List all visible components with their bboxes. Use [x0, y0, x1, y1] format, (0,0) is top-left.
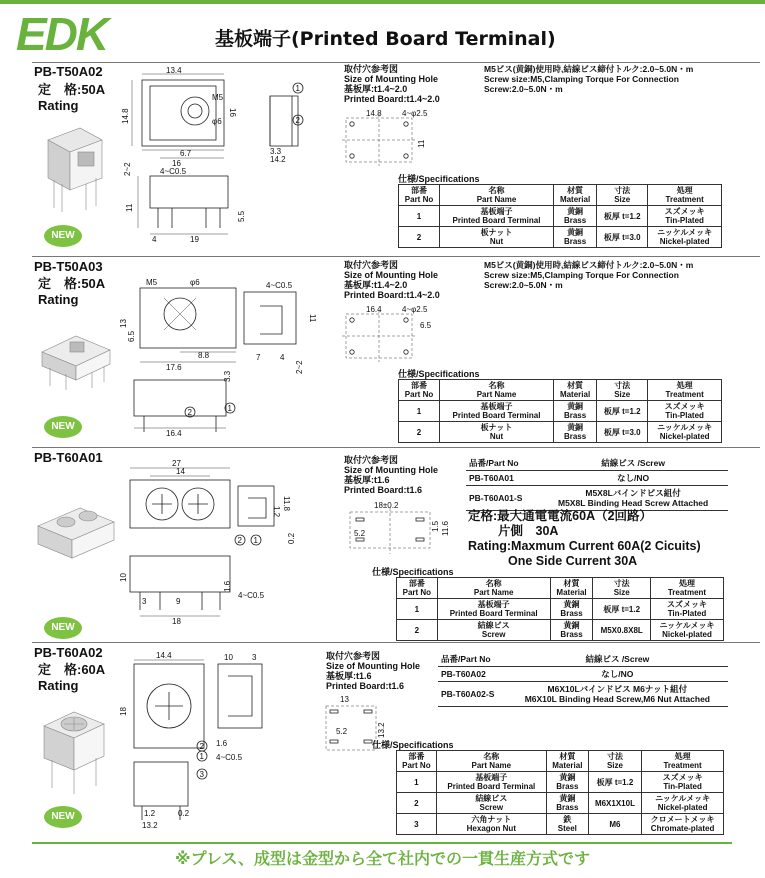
col-treatment: 処理 Treatment	[642, 751, 724, 772]
divider	[32, 642, 760, 643]
svg-text:10: 10	[224, 653, 233, 662]
table-header-row	[399, 185, 722, 206]
technical-drawing	[120, 650, 326, 830]
hole-title	[344, 455, 438, 495]
table-row: 1 基板端子 Printed Board Terminal 黄銅 Brass 板厚 t=1.2 スズメッキ Tin-Plated	[399, 401, 722, 422]
svg-text:14.4: 14.4	[156, 651, 172, 660]
svg-text:11.6: 11.6	[441, 521, 450, 536]
svg-text:1: 1	[199, 752, 204, 761]
svg-text:16: 16	[172, 159, 181, 168]
svg-text:3.3: 3.3	[270, 147, 282, 156]
screw-table	[466, 456, 728, 511]
product-photo	[40, 120, 110, 215]
svg-text:2~2: 2~2	[123, 162, 132, 176]
svg-text:16.4: 16.4	[166, 429, 182, 438]
product-photo	[34, 500, 118, 564]
svg-text:19: 19	[190, 235, 199, 244]
board-jp: 基板厚:t1.4~2.0	[344, 280, 408, 290]
svg-text:1.6: 1.6	[223, 580, 232, 592]
svg-text:5.2: 5.2	[336, 727, 348, 736]
table-row: PB-T60A01 なし/NO	[466, 471, 728, 486]
footer-note: ※プレス、成型は金型から全て社内での一貫生産方式です	[175, 849, 590, 868]
svg-text:5.2: 5.2	[354, 529, 366, 538]
torque-note	[484, 64, 693, 94]
svg-text:13: 13	[119, 319, 128, 328]
spec-table	[396, 750, 724, 835]
rating-jp: 定 格:50A	[38, 276, 106, 291]
hole-title-jp: 取付穴参考図	[344, 455, 399, 465]
table-row: 2 結線ビス Screw 黄銅 Brass M6X1X10L ニッケルメッキ Nickel-plated	[397, 793, 724, 814]
svg-text:18: 18	[172, 617, 181, 626]
spec-table	[398, 379, 722, 443]
rating-block	[468, 509, 701, 569]
svg-text:11.8: 11.8	[282, 496, 291, 511]
torque-note-en2: Screw:2.0~5.0N・m	[484, 280, 563, 290]
torque-note	[484, 260, 693, 290]
svg-text:7: 7	[256, 353, 261, 362]
svg-text:14.8: 14.8	[366, 109, 382, 118]
svg-text:13: 13	[340, 695, 349, 704]
col-material: 材質 Material	[546, 751, 588, 772]
col-size: 寸法 Size	[593, 578, 650, 599]
svg-text:4: 4	[280, 353, 285, 362]
rating-en: Rating	[38, 98, 79, 113]
col-material: 材質 Material	[553, 380, 596, 401]
rating-en: Rating	[38, 292, 79, 307]
col-part-name: 名称 Part Name	[437, 578, 550, 599]
col-part-name: 名称 Part Name	[436, 751, 546, 772]
svg-text:3: 3	[199, 770, 204, 779]
svg-text:4~C0.5: 4~C0.5	[266, 281, 293, 290]
svg-text:0.2: 0.2	[287, 532, 296, 544]
svg-text:14.2: 14.2	[270, 155, 286, 164]
svg-text:4~C0.5: 4~C0.5	[160, 167, 187, 176]
svg-text:1.2: 1.2	[272, 506, 281, 518]
torque-note-jp: M5ビス(黄銅)使用時,結線ビス締付トルク:2.0~5.0N・m	[484, 64, 694, 74]
svg-text:9: 9	[176, 597, 181, 606]
screw-table	[438, 652, 728, 707]
svg-text:1: 1	[227, 404, 232, 413]
svg-text:6.5: 6.5	[127, 330, 136, 342]
svg-text:4~C0.5: 4~C0.5	[238, 591, 265, 600]
part-code: PB-T60A01	[34, 450, 103, 465]
svg-text:4~φ2.5: 4~φ2.5	[402, 305, 428, 314]
divider	[32, 256, 760, 257]
spec-label: 仕様/Specifications	[398, 369, 480, 379]
rating-en: Rating	[38, 678, 79, 693]
board-en: Printed Board:t1.4~2.0	[344, 290, 440, 300]
board-jp: 基板厚:t1.6	[326, 671, 372, 681]
svg-text:18±0.2: 18±0.2	[374, 501, 399, 510]
divider	[32, 62, 760, 63]
table-header-row	[397, 578, 724, 599]
mounting-hole-drawing	[340, 304, 460, 366]
product-photo	[36, 328, 116, 390]
svg-text:11: 11	[308, 314, 317, 323]
col-treatment: 処理 Treatment	[650, 578, 723, 599]
col-treatment: 処理 Treatment	[648, 380, 722, 401]
table-row: 2 結線ビス Screw 黄銅 Brass M5X0.8X8L ニッケルメッキ Nickel-plated	[397, 620, 724, 641]
mounting-hole-drawing	[340, 108, 460, 170]
top-accent-bar	[0, 0, 765, 4]
hole-title-en: Size of Mounting Hole	[344, 270, 438, 280]
svg-text:φ6: φ6	[190, 278, 200, 287]
svg-text:φ6: φ6	[212, 117, 222, 126]
hole-title-jp: 取付穴参考図	[344, 260, 399, 270]
svg-text:6.7: 6.7	[180, 149, 192, 158]
table-row: PB-T60A01-S M5X8Lバインドビス組付 M5X8L Binding Head Screw Attached	[466, 486, 728, 511]
col-size: 寸法 Size	[597, 380, 648, 401]
product-photo	[38, 704, 110, 796]
svg-text:16: 16	[228, 108, 237, 117]
technical-drawing	[120, 276, 330, 440]
svg-text:4~C0.5: 4~C0.5	[216, 753, 243, 762]
rating-en-1: Rating:Maxmum Current 60A(2 Cicuits)	[468, 539, 701, 553]
col-material: 材質 Material	[553, 185, 596, 206]
board-en: Printed Board:t1.6	[344, 485, 423, 495]
col-part-no: 部番 Part No	[399, 380, 440, 401]
part-code: PB-T60A02	[34, 645, 103, 660]
col-size: 寸法 Size	[597, 185, 648, 206]
svg-text:1.5: 1.5	[431, 520, 440, 532]
svg-text:3: 3	[252, 653, 257, 662]
svg-text:4: 4	[152, 235, 157, 244]
new-badge: NEW	[44, 617, 82, 639]
col-size: 寸法 Size	[588, 751, 641, 772]
svg-text:14.8: 14.8	[121, 108, 130, 124]
svg-text:5.5: 5.5	[237, 210, 246, 222]
col-part-no: 部番 Part No	[397, 578, 438, 599]
mounting-hole-drawing	[340, 500, 460, 562]
svg-text:0.2: 0.2	[178, 809, 190, 818]
svg-text:13.4: 13.4	[166, 66, 182, 75]
table-row: PB-T60A02 なし/NO	[438, 667, 728, 682]
spec-table	[396, 577, 724, 641]
svg-text:27: 27	[172, 459, 181, 468]
svg-text:17.6: 17.6	[166, 363, 182, 372]
technical-drawing	[120, 458, 330, 628]
svg-text:10: 10	[119, 573, 128, 582]
hole-title-jp: 取付穴参考図	[344, 64, 399, 74]
torque-note-en1: Screw size:M5,Clamping Torque For Connection	[484, 74, 679, 84]
rating-jp-2: 片側 30A	[498, 524, 559, 538]
torque-note-jp: M5ビス(黄銅)使用時,結線ビス締付トルク:2.0~5.0N・m	[484, 260, 694, 270]
svg-text:1: 1	[253, 536, 258, 545]
hole-title	[326, 651, 420, 691]
board-jp: 基板厚:t1.6	[344, 475, 390, 485]
hole-title	[344, 64, 440, 104]
hole-title-en: Size of Mounting Hole	[344, 74, 438, 84]
svg-text:16.4: 16.4	[366, 305, 382, 314]
svg-text:13.2: 13.2	[377, 722, 386, 738]
spec-label: 仕様/Specifications	[372, 740, 454, 750]
rating-jp-1: 定格:最大通電電流60A（2回路）	[468, 509, 653, 523]
svg-text:2: 2	[295, 116, 300, 125]
svg-text:2~2: 2~2	[295, 360, 304, 374]
svg-text:EDK: EDK	[16, 8, 108, 60]
svg-text:6.5: 6.5	[420, 321, 432, 330]
table-row: 1 基板端子 Printed Board Terminal 黄銅 Brass 板厚 t=1.2 スズメッキ Tin-Plated	[399, 206, 722, 227]
part-code: PB-T50A03	[34, 259, 103, 274]
board-jp: 基板厚:t1.4~2.0	[344, 84, 408, 94]
svg-text:M5: M5	[212, 93, 224, 102]
rating-jp: 定 格:50A	[38, 82, 106, 97]
technical-drawing	[120, 66, 330, 244]
svg-text:11: 11	[417, 139, 426, 148]
hole-title-en: Size of Mounting Hole	[344, 465, 438, 475]
hole-title	[344, 260, 440, 300]
hole-title-en: Size of Mounting Hole	[326, 661, 420, 671]
board-en: Printed Board:t1.6	[326, 681, 405, 691]
torque-note-en1: Screw size:M5,Clamping Torque For Connection	[484, 270, 679, 280]
part-code: PB-T50A02	[34, 64, 103, 79]
table-row: 3 六角ナット Hexagon Nut 鉄 Steel M6 クロメートメッキ Chromate-plated	[397, 814, 724, 835]
svg-text:1: 1	[295, 84, 300, 93]
svg-text:2: 2	[237, 536, 242, 545]
col-material: 材質 Material	[550, 578, 593, 599]
svg-text:18: 18	[119, 707, 128, 716]
svg-text:1.2: 1.2	[144, 809, 156, 818]
divider	[32, 447, 760, 448]
hole-title-jp: 取付穴参考図	[326, 651, 381, 661]
torque-note-en2: Screw:2.0~5.0N・m	[484, 84, 563, 94]
footer-divider	[32, 842, 732, 844]
svg-text:4~φ2.5: 4~φ2.5	[402, 109, 428, 118]
svg-text:11: 11	[125, 203, 134, 212]
svg-text:14: 14	[176, 467, 185, 476]
svg-text:13.2: 13.2	[142, 821, 158, 830]
col-treatment: 処理 Treatment	[648, 185, 722, 206]
table-header-row	[399, 380, 722, 401]
table-row: 1 基板端子 Printed Board Terminal 黄銅 Brass 板厚 t=1.2 スズメッキ Tin-Plated	[397, 599, 724, 620]
svg-text:1.6: 1.6	[216, 739, 228, 748]
table-row: 2 板ナット Nut 黄銅 Brass 板厚 t=3.0 ニッケルメッキ Nickel-plated	[399, 422, 722, 443]
table-header-row: 品番/Part No 結線ビス /Screw	[466, 456, 728, 471]
svg-text:M5: M5	[146, 278, 158, 287]
svg-text:2: 2	[199, 742, 204, 751]
svg-text:2: 2	[187, 408, 192, 417]
col-part-name: 名称 Part Name	[440, 380, 554, 401]
svg-text:3.3: 3.3	[223, 370, 232, 382]
rating-en-2: One Side Current 30A	[508, 554, 638, 568]
svg-text:3: 3	[142, 597, 147, 606]
table-header-row: 品番/Part No 結線ビス /Screw	[438, 652, 728, 667]
edk-logo	[12, 8, 162, 60]
spec-label: 仕様/Specifications	[398, 174, 480, 184]
col-part-no: 部番 Part No	[397, 751, 437, 772]
table-row: 2 板ナット Nut 黄銅 Brass 板厚 t=3.0 ニッケルメッキ Nickel-plated	[399, 227, 722, 248]
svg-text:8.8: 8.8	[198, 351, 210, 360]
new-badge: NEW	[44, 416, 82, 438]
page-title: 基板端子(Printed Board Terminal)	[215, 28, 556, 50]
new-badge: NEW	[44, 225, 82, 247]
table-row: PB-T60A02-S M6X10Lバインドビス M6ナット組付 M6X10L Binding Head Screw,M6 Nut Attached	[438, 682, 728, 707]
table-header-row	[397, 751, 724, 772]
spec-label: 仕様/Specifications	[372, 567, 454, 577]
new-badge: NEW	[44, 806, 82, 828]
board-en: Printed Board:t1.4~2.0	[344, 94, 440, 104]
col-part-name: 名称 Part Name	[440, 185, 554, 206]
rating-jp: 定 格:60A	[38, 662, 106, 677]
col-part-no: 部番 Part No	[399, 185, 440, 206]
table-row: 1 基板端子 Printed Board Terminal 黄銅 Brass 板厚 t=1.2 スズメッキ Tin-Plated	[397, 772, 724, 793]
spec-table	[398, 184, 722, 248]
